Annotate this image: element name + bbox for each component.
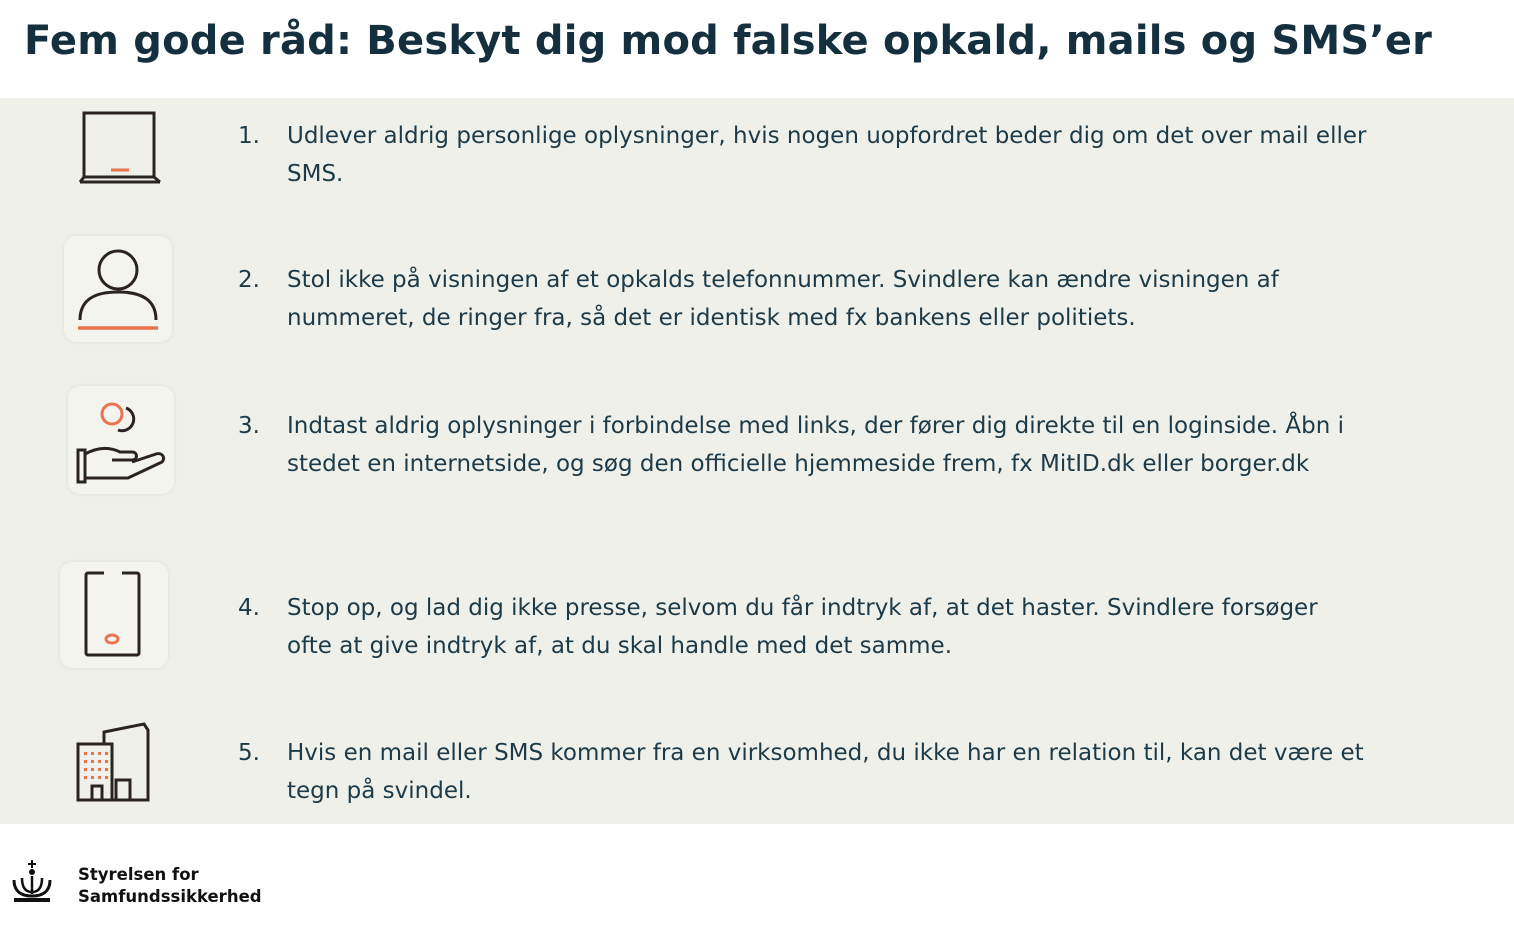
item-number: 2. (238, 267, 260, 293)
laptop-icon (76, 108, 164, 188)
smartphone-icon (60, 562, 168, 668)
person-icon (64, 236, 172, 342)
item-number: 4. (238, 595, 260, 621)
buildings-icon (74, 720, 154, 804)
item-text: Stop op, og lad dig ikke presse, selvom du får indtryk af, at det haster. Svindlere forsøger ofte at give indtryk af, at du skal handle med det samme. (287, 595, 1318, 659)
item-text: Stol ikke på visningen af et opkalds telefonnummer. Svindlere kan ændre visningen af nummeret, de ringer fra, så det er identisk med fx bankens eller politiets. (287, 267, 1279, 331)
organization-name (78, 864, 262, 908)
item-number: 3. (238, 413, 260, 439)
organization-name-line2: Samfundssikkerhed (78, 887, 262, 906)
item-number: 1. (238, 123, 260, 149)
crown-logo-icon (8, 858, 58, 912)
item-text: Hvis en mail eller SMS kommer fra en virksomhed, du ikke har en relation til, kan det være et tegn på svindel. (287, 740, 1364, 804)
item-number: 5. (238, 740, 260, 766)
item-text: Indtast aldrig oplysninger i forbindelse med links, der fører dig direkte til en loginside. Åbn i stedet en internetside, og søg den officielle hjemmeside frem, fx MitID.dk eller borger.dk (287, 413, 1345, 477)
item-text: Udlever aldrig personlige oplysninger, hvis nogen uopfordret beder dig om det over mail eller SMS. (287, 123, 1367, 187)
hand-coins-icon (68, 386, 174, 494)
organization-name-line1: Styrelsen for (78, 865, 199, 884)
page-title: Fem gode råd: Beskyt dig mod falske opkald, mails og SMS’er (24, 18, 1433, 64)
